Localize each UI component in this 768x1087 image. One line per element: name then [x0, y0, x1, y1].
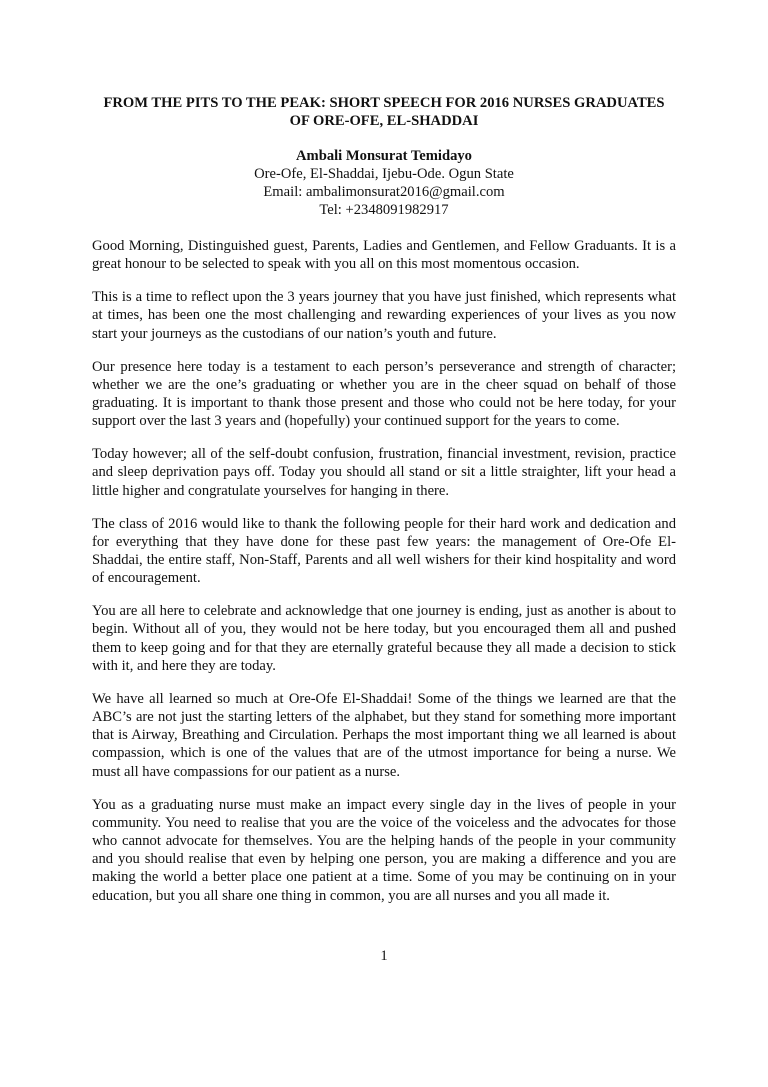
document-title: FROM THE PITS TO THE PEAK: SHORT SPEECH FOR 2016 NURSES GRADUATES OF ORE-OFE, EL-SHADDAI	[103, 95, 665, 129]
paragraph-learned: We have all learned so much at Ore-Ofe El-Shaddai! Some of the things we learned are that the ABC’s are not just the starting letters of the alphabet, but they stand for something more important that is Airway, Breathing and Circulation. Perhaps the most important thing we all learned is about compassion, which is one of the values that are of the utmost importance for being a nurse. We must all have compassions for our patient as a nurse.	[92, 690, 676, 780]
page-content	[92, 94, 676, 905]
paragraph-celebrate: You are all here to celebrate and acknowledge that one journey is ending, just as another is about to begin. Without all of you, they would not be here today, but you encouraged them all and pushed them to keep going and for that they are eternally grateful because they all made a decision to stick with it, and here they are today.	[92, 603, 676, 674]
paragraph-thanks: The class of 2016 would like to thank the following people for their hard work and dedication and for everything that they have done for these past few years: the management of Ore-Ofe El-Shaddai, the entire staff, Non-Staff, Parents and all well wishers for their kind hospitality and word of encouragement.	[92, 515, 676, 587]
paragraph-payoff: Today however; all of the self-doubt confusion, frustration, financial investment, revision, practice and sleep deprivation pays off. Today you should all stand or sit a little straighter, lift your head a little higher and congratulate yourselves for hanging in there.	[92, 446, 676, 499]
paragraph-reflection: This is a time to reflect upon the 3 years journey that you have just finished, which represents what at times, has been one the most challenging and rewarding experiences of your lives as you now start your journeys as the custodians of our nation’s youth and future.	[92, 289, 676, 342]
page-number: 1	[380, 948, 388, 964]
paragraph-impact: You as a graduating nurse must make an impact every single day in the lives of people in your community. You need to realise that you are the voice of the voiceless and the advocates for those who cannot advocate for themselves. You are the helping hands of the people in your community and you should realise that even by helping one person, you are making a difference and you are making the world a better place one patient at a time. Some of you may be continuing on in your education, but you all share one thing in common, you are all nurses and you all made it.	[92, 796, 676, 904]
paragraph-greeting: Good Morning, Distinguished guest, Parents, Ladies and Gentlemen, and Fellow Graduants. It is a great honour to be selected to speak with you all on this most momentous occasion.	[92, 238, 676, 273]
paragraph-perseverance: Our presence here today is a testament to each person’s perseverance and strength of character; whether we are the one’s graduating or whether you are in the cheer squad on behalf of those graduating. It is important to thank those present and those who could not be here today, for your support over the last 3 years and (hopefully) your continued support for the years to come.	[92, 358, 676, 430]
speech-body	[92, 237, 676, 905]
author-tel: Tel: +2348091982917	[319, 202, 449, 218]
author-name: Ambali Monsurat Temidayo	[296, 148, 472, 164]
author-block	[92, 147, 676, 219]
author-email: Email: ambalimonsurat2016@gmail.com	[263, 184, 505, 200]
author-location: Ore-Ofe, El-Shaddai, Ijebu-Ode. Ogun State	[254, 166, 514, 182]
